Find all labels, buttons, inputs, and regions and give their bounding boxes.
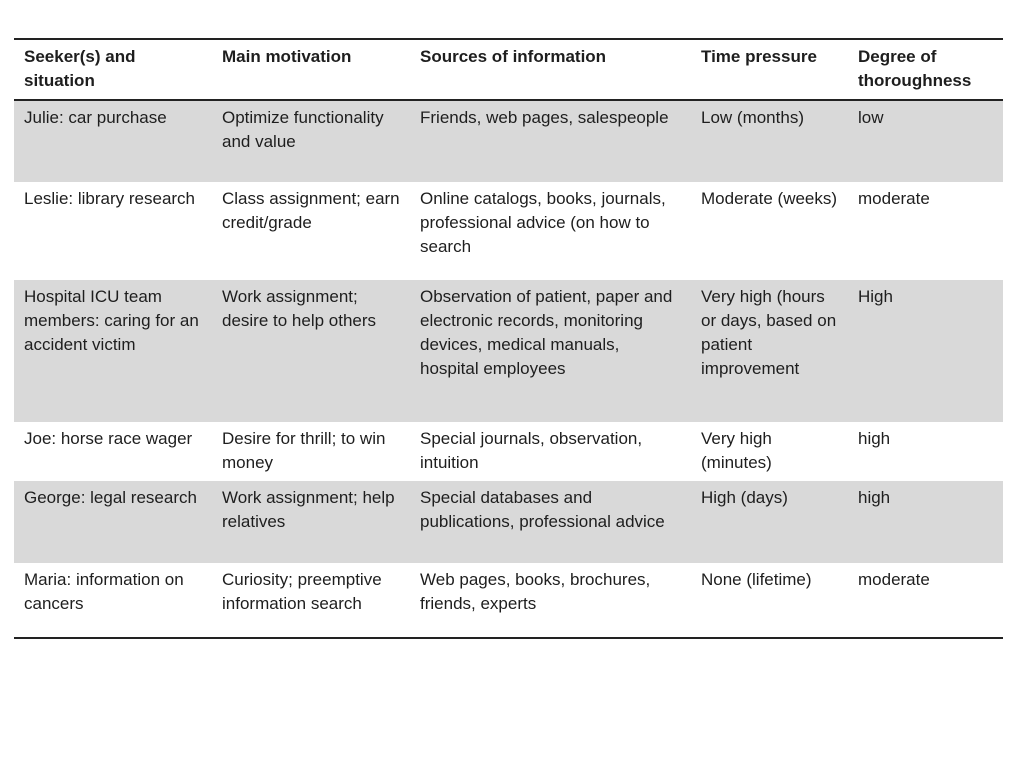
cell-seeker: Joe: horse race wager	[24, 429, 193, 448]
cell-time-pressure: Low (months)	[701, 108, 804, 127]
cell-time-pressure: Very high (minutes)	[701, 429, 772, 472]
cell-thoroughness: high	[858, 488, 891, 507]
column-header-seeker: Seeker(s) and situation	[24, 47, 136, 90]
cell-thoroughness: high	[858, 429, 891, 448]
cell-motivation: Desire for thrill; to win money	[222, 429, 386, 472]
cell-sources: Friends, web pages, salespeople	[420, 108, 669, 127]
cell-motivation: Curiosity; preemptive information search	[222, 570, 382, 613]
table-row	[14, 481, 1003, 563]
information-seeking-table	[14, 38, 1003, 639]
cell-time-pressure: Moderate (weeks)	[701, 189, 838, 208]
cell-sources: Special journals, observation, intuition	[420, 429, 643, 472]
table-row	[14, 100, 1003, 182]
cell-thoroughness: moderate	[858, 570, 930, 589]
header-row	[14, 39, 1003, 100]
cell-seeker: Julie: car purchase	[24, 108, 167, 127]
cell-motivation: Class assignment; earn credit/grade	[222, 189, 400, 232]
cell-time-pressure: Very high (hours or days, based on patient improvement	[701, 287, 837, 378]
cell-thoroughness: low	[858, 108, 884, 127]
table-row	[14, 182, 1003, 280]
information-seeking-table-container	[14, 38, 1003, 639]
cell-sources: Web pages, books, brochures, friends, experts	[420, 570, 651, 613]
cell-seeker: Hospital ICU team members: caring for an accident victim	[24, 287, 199, 354]
table-header	[14, 39, 1003, 100]
column-header-time-pressure: Time pressure	[701, 47, 817, 66]
column-header-thoroughness: Degree of thoroughness	[858, 47, 972, 90]
cell-thoroughness: moderate	[858, 189, 930, 208]
cell-seeker: George: legal research	[24, 488, 197, 507]
cell-motivation: Optimize functionality and value	[222, 108, 384, 151]
cell-time-pressure: None (lifetime)	[701, 570, 812, 589]
cell-motivation: Work assignment; desire to help others	[222, 287, 377, 330]
table-row	[14, 422, 1003, 481]
cell-seeker: Leslie: library research	[24, 189, 196, 208]
column-header-sources: Sources of information	[420, 47, 607, 66]
table-row	[14, 563, 1003, 638]
cell-time-pressure: High (days)	[701, 488, 788, 507]
column-header-motivation: Main motivation	[222, 47, 352, 66]
cell-sources: Special databases and publications, professional advice	[420, 488, 665, 531]
cell-sources: Observation of patient, paper and electronic records, monitoring devices, medical manuals, hospital employees	[420, 287, 673, 378]
table-body	[14, 100, 1003, 638]
cell-seeker: Maria: information on cancers	[24, 570, 184, 613]
cell-sources: Online catalogs, books, journals, professional advice (on how to search	[420, 189, 666, 256]
table-row	[14, 280, 1003, 422]
cell-motivation: Work assignment; help relatives	[222, 488, 395, 531]
cell-thoroughness: High	[858, 287, 893, 306]
